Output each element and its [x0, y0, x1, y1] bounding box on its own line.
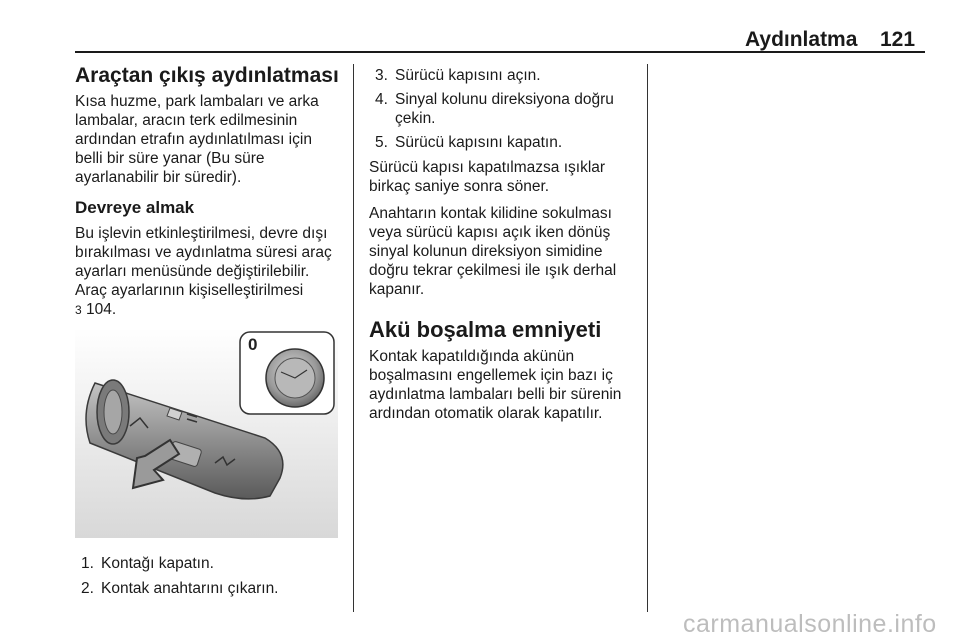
step-number: 4.: [375, 91, 388, 108]
step-number: 3.: [375, 67, 388, 84]
middle-column: [369, 66, 644, 423]
step-text: Sinyal kolunu direksiyona doğru: [395, 91, 614, 108]
step-item: [75, 554, 350, 573]
paragraph-line: kapanır.: [369, 281, 425, 298]
left-column: [75, 64, 350, 320]
page-ref-arrow-icon: 3: [75, 303, 82, 317]
step-item: [369, 90, 644, 128]
intro-line: belli bir süre yanar (Bu süre: [75, 150, 265, 167]
figure-label: 0: [248, 335, 258, 354]
paragraph-line: ardından otomatik olarak kapatılır.: [369, 405, 603, 422]
column-divider-1: [353, 64, 354, 612]
step-number: 1.: [81, 555, 94, 572]
page-number: 121: [880, 28, 916, 51]
paragraph-line: Anahtarın kontak kilidine sokulması: [369, 205, 612, 222]
paragraph: [369, 158, 644, 196]
intro-line: Kısa huzme, park lambaları ve arka: [75, 93, 319, 110]
intro-line: lambalar, aracın terk edilmesinin: [75, 112, 298, 129]
step-text: Kontak anahtarını çıkarın.: [101, 580, 279, 597]
step-item: [369, 66, 644, 85]
paragraph: [369, 347, 644, 423]
paragraph-line: Sürücü kapısı kapatılmazsa ışıklar: [369, 159, 606, 176]
paragraph: [369, 204, 644, 299]
step-number: 2.: [81, 580, 94, 597]
paragraph-line: doğru tekrar çekilmesi ile ışık derhal: [369, 262, 617, 279]
step-text: Sürücü kapısını açın.: [395, 67, 541, 84]
page-reference-link[interactable]: 104.: [86, 301, 117, 318]
step-text: Sürücü kapısını kapatın.: [395, 134, 563, 151]
intro-line: ardından etrafın aydınlatılması için: [75, 131, 312, 148]
column-divider-2: [647, 64, 648, 612]
body-line: Bu işlevin etkinleştirilmesi, devre dışı: [75, 225, 328, 242]
paragraph-line: veya sürücü kapısı açık iken dönüş: [369, 224, 611, 241]
section-heading: Akü boşalma emniyeti: [369, 317, 602, 342]
step-item: [369, 133, 644, 152]
body-line: Araç ayarlarının kişiselleştirilmesi: [75, 282, 304, 299]
paragraph-line: birkaç saniye sonra söner.: [369, 178, 550, 195]
body-line: bırakılması ve aydınlatma süresi araç: [75, 244, 332, 261]
header-rule: [75, 51, 925, 53]
activation-paragraph: [75, 224, 350, 320]
left-steps: [75, 554, 350, 598]
intro-line: ayarlanabilir bir süredir).: [75, 169, 242, 186]
paragraph-line: Kontak kapatıldığında akünün: [369, 348, 575, 365]
step-item: [75, 579, 350, 598]
step-text: çekin.: [395, 110, 436, 127]
body-line: ayarları menüsünde değiştirilebilir.: [75, 263, 310, 280]
header-title: Aydınlatma: [745, 28, 858, 51]
section-heading: Araçtan çıkış aydınlatması: [75, 64, 339, 87]
step-number: 5.: [375, 134, 388, 151]
step-text: Kontağı kapatın.: [101, 555, 214, 572]
intro-paragraph: [75, 92, 350, 187]
paragraph-line: aydınlatma lambaları belli bir sürenin: [369, 386, 622, 403]
paragraph-line: boşalmasını engellemek için bazı iç: [369, 367, 613, 384]
paragraph-line: sinyal kolunun direksiyon simidine: [369, 243, 603, 260]
turn-signal-lever-figure: [75, 328, 338, 538]
watermark: carmanualsonline.info: [683, 610, 937, 638]
subheading: Devreye almak: [75, 198, 195, 217]
